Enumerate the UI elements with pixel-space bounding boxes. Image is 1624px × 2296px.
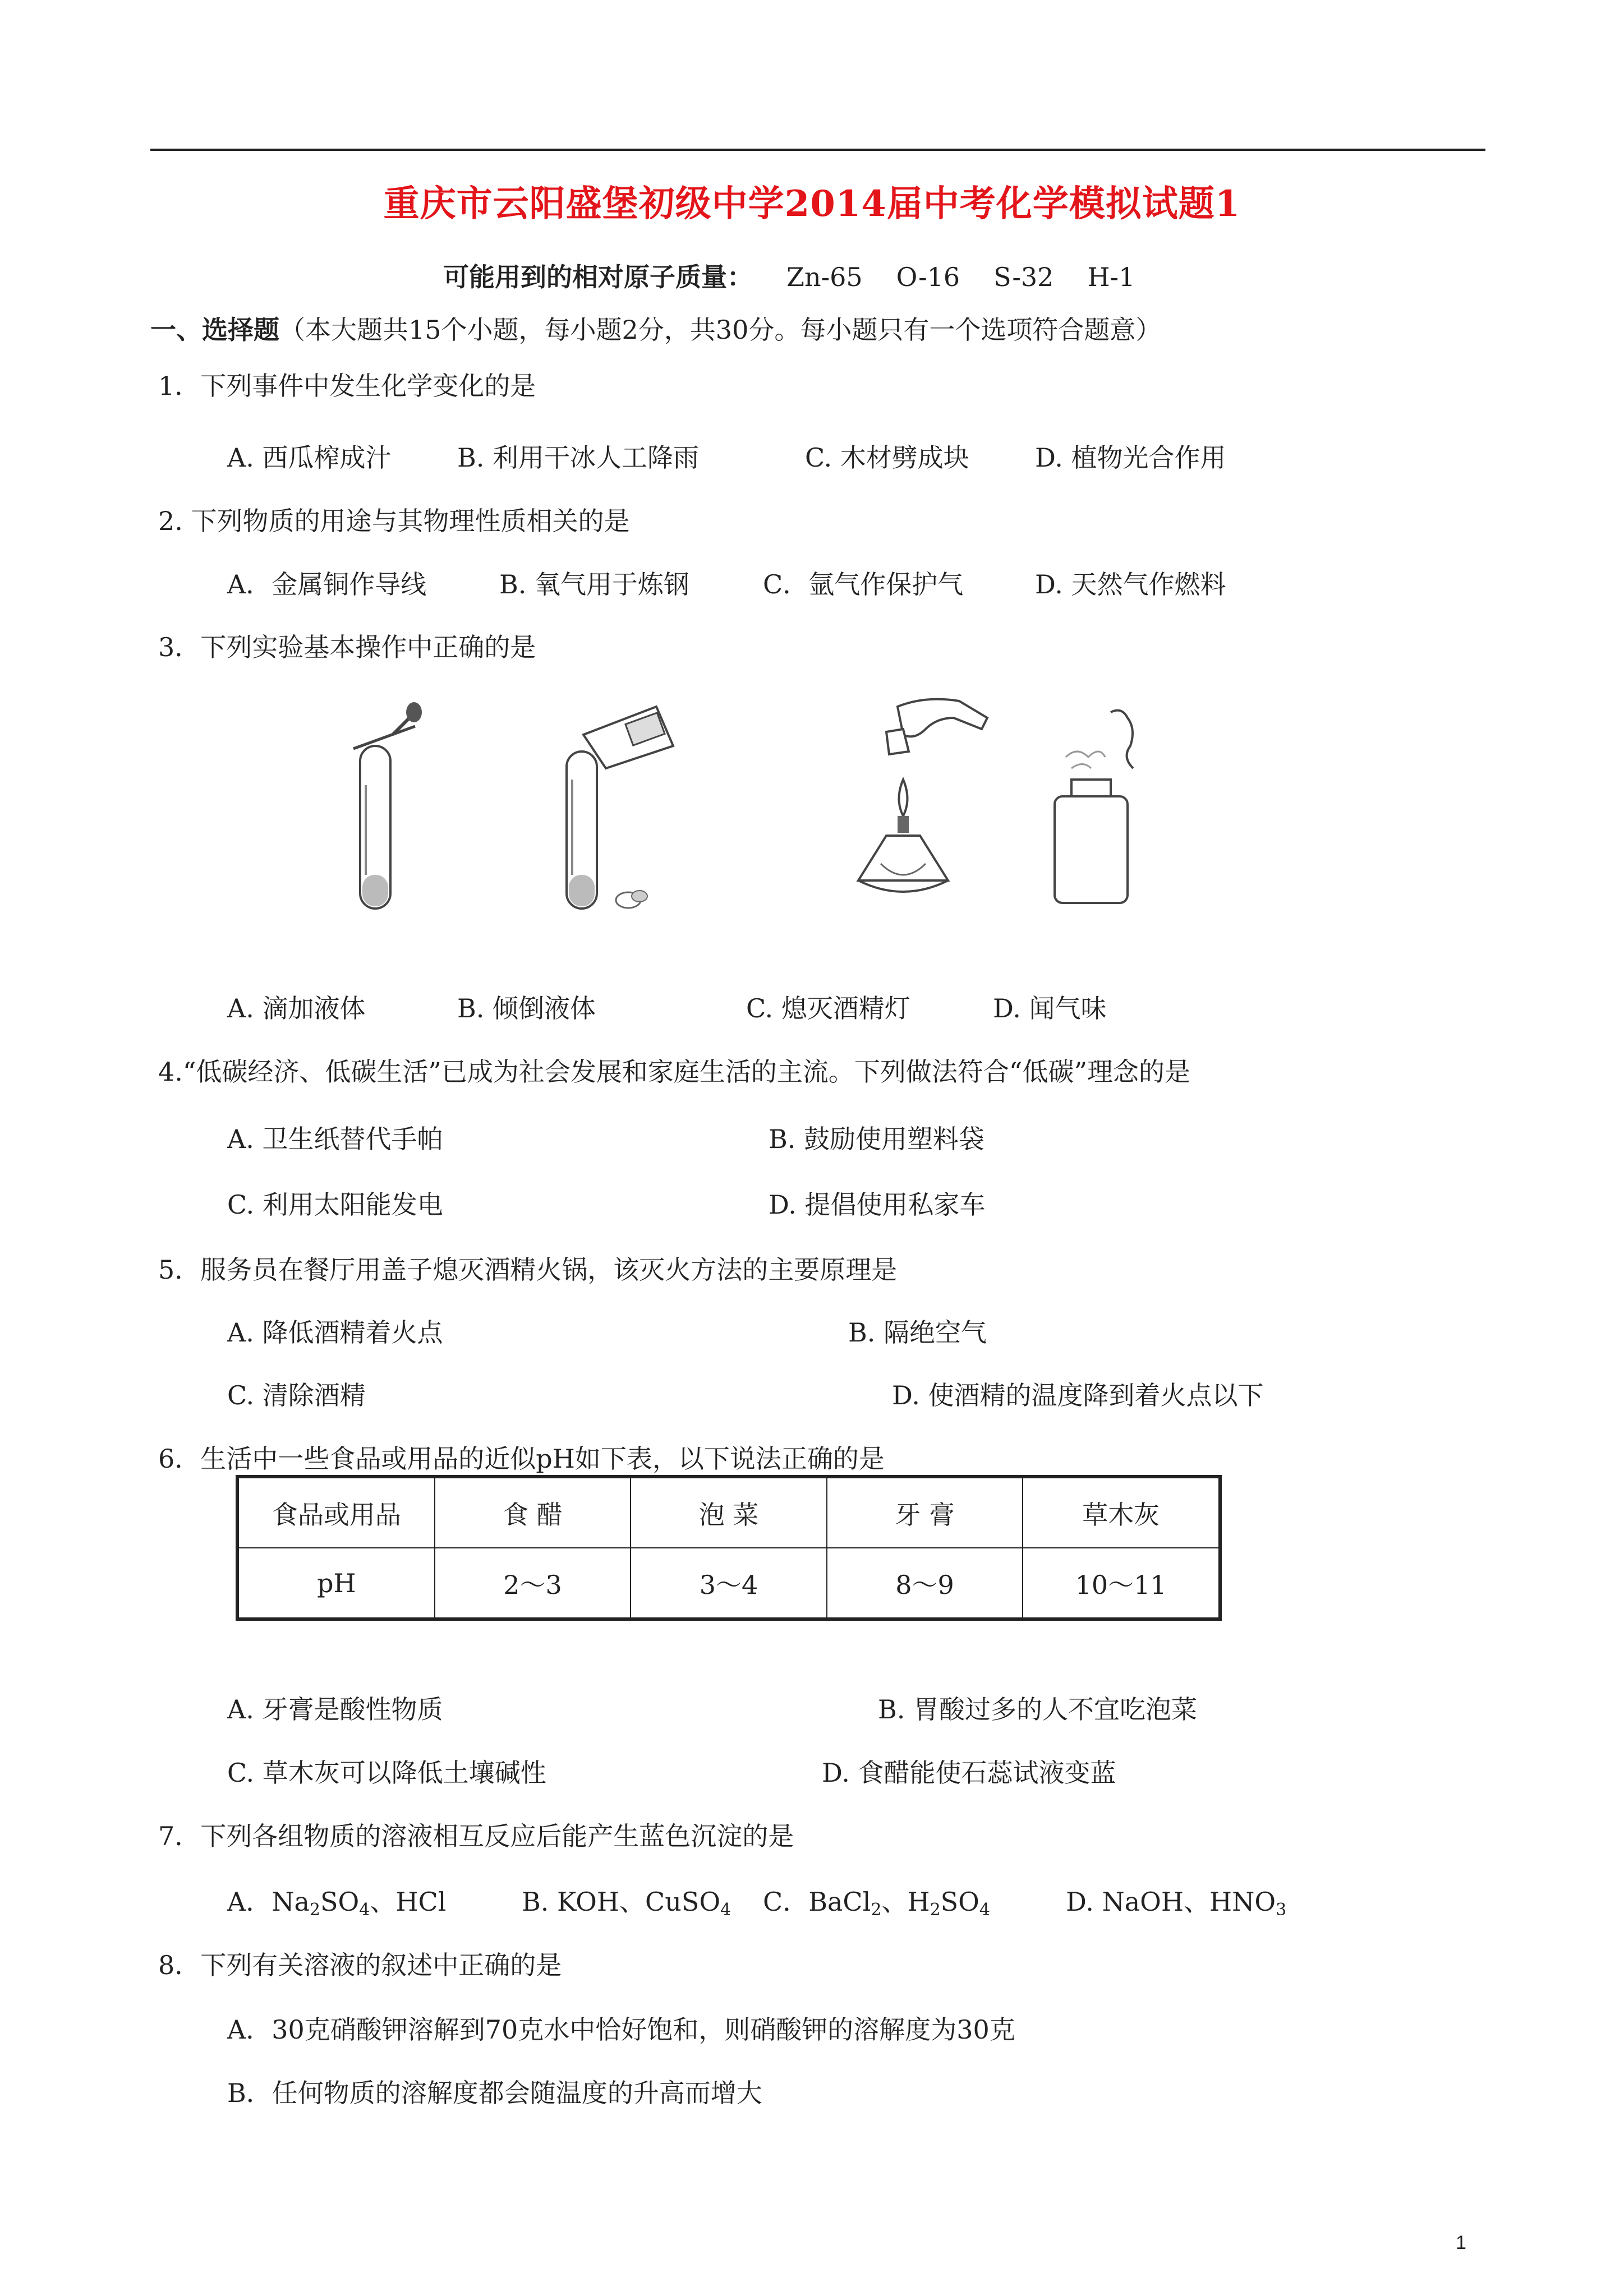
q2-option-c: C．氩气作保护气 (763, 569, 964, 600)
option-letter: A． (227, 1887, 272, 1917)
q7-option-d (1066, 1882, 1286, 1920)
q5-option-c: C. 清除酒精 (227, 1380, 366, 1410)
q6-option-d: D. 食醋能使石蕊试液变蓝 (822, 1758, 1116, 1788)
formula-part: BaCl (808, 1887, 871, 1917)
dropper-tube-figure (331, 695, 443, 914)
q8-stem: 8．下列有关溶液的叙述中正确的是 (158, 1950, 562, 1980)
q1-option-a: A. 西瓜榨成汁 (227, 442, 392, 473)
table-header-cell: 食品或用品 (237, 1477, 435, 1548)
subscript: 2 (930, 1900, 941, 1920)
subscript: 3 (1276, 1900, 1287, 1920)
subscript: 2 (871, 1900, 882, 1920)
q3-option-a: A. 滴加液体 (227, 993, 366, 1023)
q5-option-b: B. 隔绝空气 (848, 1317, 987, 1348)
table-header-cell: 草木灰 (1023, 1477, 1220, 1548)
formula-part: Na (272, 1887, 310, 1917)
q7-option-b (522, 1882, 731, 1920)
q7-option-a (227, 1882, 446, 1920)
atomic-mass-o: O-16 (896, 262, 960, 292)
q5-option-d: D. 使酒精的温度降到着火点以下 (892, 1380, 1264, 1410)
formula-part: D. NaOH、HNO (1066, 1887, 1276, 1917)
q3-option-d: D. 闻气味 (993, 993, 1107, 1023)
q2-option-d: D. 天然气作燃料 (1035, 569, 1226, 600)
subscript: 2 (309, 1900, 321, 1920)
alcohol-lamp-figure (819, 695, 999, 914)
q7-option-c (763, 1882, 990, 1920)
table-cell: 10～11 (1023, 1548, 1220, 1619)
section-heading (150, 310, 1161, 347)
q3-option-b: B. 倾倒液体 (457, 993, 596, 1023)
option-letter: C． (763, 1887, 809, 1917)
atomic-mass-line (443, 257, 1135, 294)
section-note: （本大题共15个小题，每小题2分，共30分。每小题只有一个选项符合题意） (279, 315, 1162, 345)
table-cell: 2～3 (435, 1548, 631, 1619)
q2-option-a: A．金属铜作导线 (227, 569, 427, 600)
table-header-cell: 泡 菜 (631, 1477, 827, 1548)
smell-gas-figure (1038, 695, 1150, 914)
ph-table (236, 1475, 1222, 1621)
table-header-row (237, 1477, 1220, 1548)
page-number: 1 (1456, 2232, 1466, 2253)
q7-stem: 7．下列各组物质的溶液相互反应后能产生蓝色沉淀的是 (158, 1821, 794, 1851)
formula-part: SO (320, 1887, 360, 1917)
q8-option-a: A．30克硝酸钾溶解到70克水中恰好饱和，则硝酸钾的溶解度为30克 (227, 2014, 1015, 2045)
formula-part: 、HCl (370, 1887, 447, 1917)
q6-option-a: A. 牙膏是酸性物质 (227, 1694, 443, 1725)
table-row (237, 1548, 1220, 1619)
q2-stem: 2. 下列物质的用途与其物理性质相关的是 (158, 506, 630, 536)
q5-stem: 5．服务员在餐厅用盖子熄灭酒精火锅，该灭火方法的主要原理是 (158, 1255, 898, 1285)
formula-part: SO (940, 1887, 979, 1917)
table-header-cell: 食 醋 (435, 1477, 631, 1548)
atomic-mass-zn: Zn-65 (786, 262, 863, 292)
q6-option-b: B. 胃酸过多的人不宜吃泡菜 (878, 1694, 1198, 1725)
atomic-mass-h: H-1 (1087, 262, 1135, 292)
q1-option-c: C. 木材劈成块 (805, 442, 969, 473)
table-header-cell: 牙 膏 (827, 1477, 1023, 1548)
table-cell: pH (237, 1548, 435, 1619)
subscript: 4 (979, 1900, 990, 1920)
exam-title: 重庆市云阳盛堡初级中学2014届中考化学模拟试题1 (383, 183, 1241, 225)
q3-option-c: C. 熄灭酒精灯 (746, 993, 910, 1023)
q5-option-a: A. 降低酒精着火点 (227, 1317, 443, 1348)
table-cell: 3～4 (631, 1548, 827, 1619)
atomic-mass-label: 可能用到的相对原子质量： (443, 262, 753, 292)
q1-option-d: D. 植物光合作用 (1035, 442, 1226, 473)
q3-stem: 3．下列实验基本操作中正确的是 (158, 632, 536, 662)
formula-part: B. KOH、CuSO (522, 1887, 721, 1917)
atomic-mass-s: S-32 (993, 262, 1054, 292)
formula-part: 、H (881, 1887, 930, 1917)
section-title: 一、选择题 (150, 315, 279, 345)
pouring-liquid-figure (544, 695, 690, 914)
q4-stem: 4.“低碳经济、低碳生活”已成为社会发展和家庭生活的主流。下列做法符合“低碳”理念的是 (158, 1057, 1190, 1087)
q2-option-b: B. 氧气用于炼钢 (499, 569, 690, 600)
q4-option-a: A. 卫生纸替代手帕 (227, 1124, 443, 1154)
q6-stem: 6．生活中一些食品或用品的近似pH如下表，以下说法正确的是 (158, 1444, 885, 1474)
q1-stem: 1．下列事件中发生化学变化的是 (158, 371, 536, 401)
q1-option-b: B. 利用干冰人工降雨 (457, 442, 700, 473)
q4-option-c: C. 利用太阳能发电 (227, 1190, 443, 1220)
q4-option-b: B. 鼓励使用塑料袋 (769, 1124, 985, 1154)
header-rule (150, 149, 1485, 151)
subscript: 4 (359, 1900, 370, 1920)
q8-option-b: B．任何物质的溶解度都会随温度的升高而增大 (227, 2078, 762, 2108)
table-cell: 8～9 (827, 1548, 1023, 1619)
q6-option-c: C. 草木灰可以降低土壤碱性 (227, 1758, 546, 1788)
q4-option-d: D. 提倡使用私家车 (769, 1190, 986, 1220)
subscript: 4 (720, 1900, 732, 1920)
q3-figures (292, 695, 1144, 920)
